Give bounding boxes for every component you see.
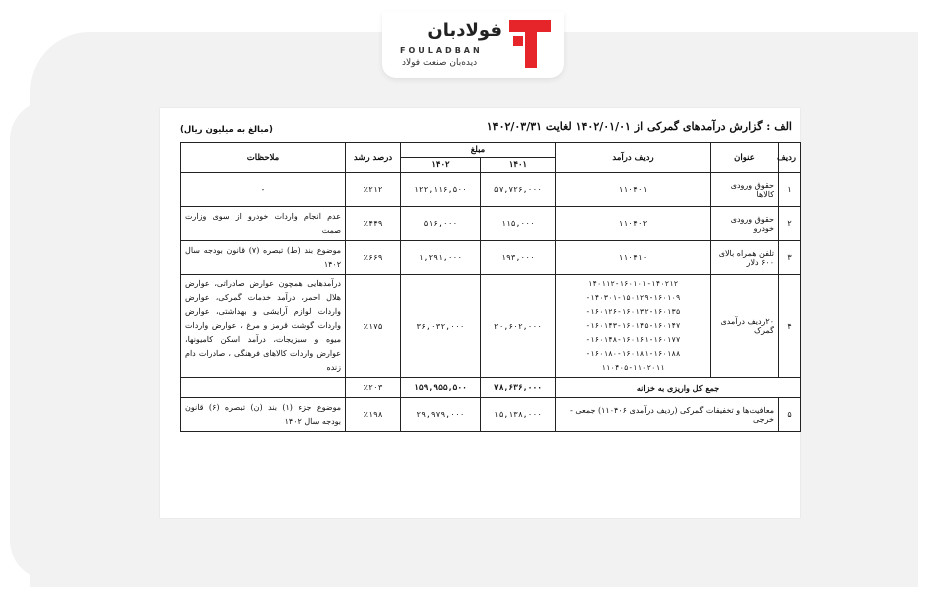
logo-tagline: دیده‌بان صنعت فولاد	[402, 58, 478, 68]
header-growth: درصد رشد	[346, 143, 401, 173]
row-title: معافیت‌ها و تخفیفات گمرکی (ردیف درآمدی ۱۱۰۴۰۶) جمعی - خرجی	[556, 398, 779, 432]
header-amount: مبلغ	[401, 143, 556, 158]
revenue-code-line: ۱۶۰۱۲۶-۱۶۰۱۳۲-۱۶۰۱۳۵-	[585, 307, 681, 317]
row-notes: موضوع بند (ط) تبصره (۷) قانون بودجه سال ۱۴۰۲	[181, 241, 346, 275]
row-amount-1402: ۱,۲۹۱,۰۰۰	[401, 241, 481, 275]
table-row	[181, 398, 801, 432]
row-amount-1401: ۱۵,۱۳۸,۰۰۰	[481, 398, 556, 432]
table-row	[181, 207, 801, 241]
row-title: حقوق ورودی کالاها	[711, 173, 779, 207]
logo-name-en: FOULADBAN	[400, 46, 483, 55]
fouladban-logo-icon	[509, 20, 551, 68]
header-year-1402: ۱۴۰۲	[401, 158, 481, 173]
revenue-code-line: ۱۴۰۱۱۲-۱۶۰۱۰۱-۱۴۰۲۱۲	[587, 279, 679, 289]
row-notes: درآمدهایی همچون عوارض صادراتی، عوارض هلال احمر، درآمد خدمات گمرکی، عوارض واردات لوازم آرایشی و بهداشتی، عوارض واردات گوشت قرمز و مرغ ، عوارض واردات میوه و سبزیجات، درآمد اسکن کامیونها، عوارض واردات کالاهای فرهنگی ، صادرات دام زنده	[181, 275, 346, 378]
header-title: عنوان	[711, 143, 779, 173]
background-band-left	[10, 100, 50, 580]
row-notes: موضوع جزء (۱) بند (ن) تبصره (۶) قانون بودجه سال ۱۴۰۲	[181, 398, 346, 432]
scanned-document	[160, 108, 800, 518]
revenue-code-line: ۱۶۰۱۴۸-۱۶۰۱۶۱-۱۶۰۱۷۷-	[585, 334, 681, 344]
revenue-code-line: ۱۶۰۱۸۰-۱۶۰۱۸۱-۱۶۰۱۸۸-	[585, 348, 681, 358]
row-number: ۲	[779, 207, 801, 241]
header-notes: ملاحظات	[181, 143, 346, 173]
total-label: جمع کل واریزی به خزانه	[556, 378, 801, 398]
customs-revenue-table	[180, 142, 801, 432]
row-amount-1401: ۵۷,۷۲۶,۰۰۰	[481, 173, 556, 207]
row-number: ۳	[779, 241, 801, 275]
total-amount-1401: ۷۸,۶۳۶,۰۰۰	[481, 378, 556, 398]
row-title: ۲۰ردیف درآمدی گمرک	[711, 275, 779, 378]
total-notes-empty	[181, 378, 346, 398]
row-growth: ٪۱۷۵	[346, 275, 401, 378]
total-row	[181, 378, 801, 398]
row-title: حقوق ورودی خودرو	[711, 207, 779, 241]
row-revenue-code: ۱۱۰۴۰۱	[556, 173, 711, 207]
row-growth: ٪۲۱۲	[346, 173, 401, 207]
row-amount-1402: ۳۶,۰۳۲,۰۰۰	[401, 275, 481, 378]
revenue-code-line: ۱۴۰۳۰۱-۱۵۰۱۲۹-۱۶۰۱۰۹-	[585, 293, 681, 303]
row-notes: عدم انجام واردات خودرو از سوی وزارت صمت	[181, 207, 346, 241]
header-row-number: ردیف	[779, 143, 801, 173]
revenue-code-line: ۱۱۰۴۰۵-۱۱۰۲۰۱۱	[601, 362, 665, 372]
row-amount-1401: ۱۹۳,۰۰۰	[481, 241, 556, 275]
row-amount-1401: ۲۰,۶۰۲,۰۰۰	[481, 275, 556, 378]
total-growth: ٪۲۰۳	[346, 378, 401, 398]
logo-name-fa: فولادبان	[427, 20, 502, 41]
row-growth: ٪۴۴۹	[346, 207, 401, 241]
row-number: ۴	[779, 275, 801, 378]
row-amount-1402: ۵۱۶,۰۰۰	[401, 207, 481, 241]
row-amount-1401: ۱۱۵,۰۰۰	[481, 207, 556, 241]
row-amount-1402: ۲۹,۹۷۹,۰۰۰	[401, 398, 481, 432]
row-growth: ٪۶۶۹	[346, 241, 401, 275]
table-row	[181, 275, 801, 378]
header-revenue-row: ردیف درآمد	[556, 143, 711, 173]
header-year-1401: ۱۴۰۱	[481, 158, 556, 173]
row-revenue-code: ۱۱۰۴۱۰	[556, 241, 711, 275]
table-row	[181, 173, 801, 207]
logo-card[interactable]	[382, 12, 564, 78]
row-notes: -	[181, 173, 346, 207]
row-growth: ٪۱۹۸	[346, 398, 401, 432]
unit-note: (مبالغ به میلیون ریال)	[180, 125, 273, 135]
document-title: الف : گزارش درآمدهای گمرکی از ۱۴۰۲/۰۱/۰۱ لغایت ۱۴۰۲/۰۳/۳۱	[486, 120, 792, 133]
row-number: ۱	[779, 173, 801, 207]
total-amount-1402: ۱۵۹,۹۵۵,۵۰۰	[401, 378, 481, 398]
row-revenue-code: ۱۱۰۴۰۲	[556, 207, 711, 241]
row-title: تلفن همراه بالای ۶۰۰ دلار	[711, 241, 779, 275]
revenue-code-line: ۱۶۰۱۴۳-۱۶۰۱۴۵-۱۶۰۱۴۷-	[585, 321, 681, 331]
row-revenue-codes	[556, 275, 711, 378]
row-number: ۵	[779, 398, 801, 432]
table-row	[181, 241, 801, 275]
header-row	[181, 143, 801, 158]
row-amount-1402: ۱۲۲,۱۱۶,۵۰۰	[401, 173, 481, 207]
